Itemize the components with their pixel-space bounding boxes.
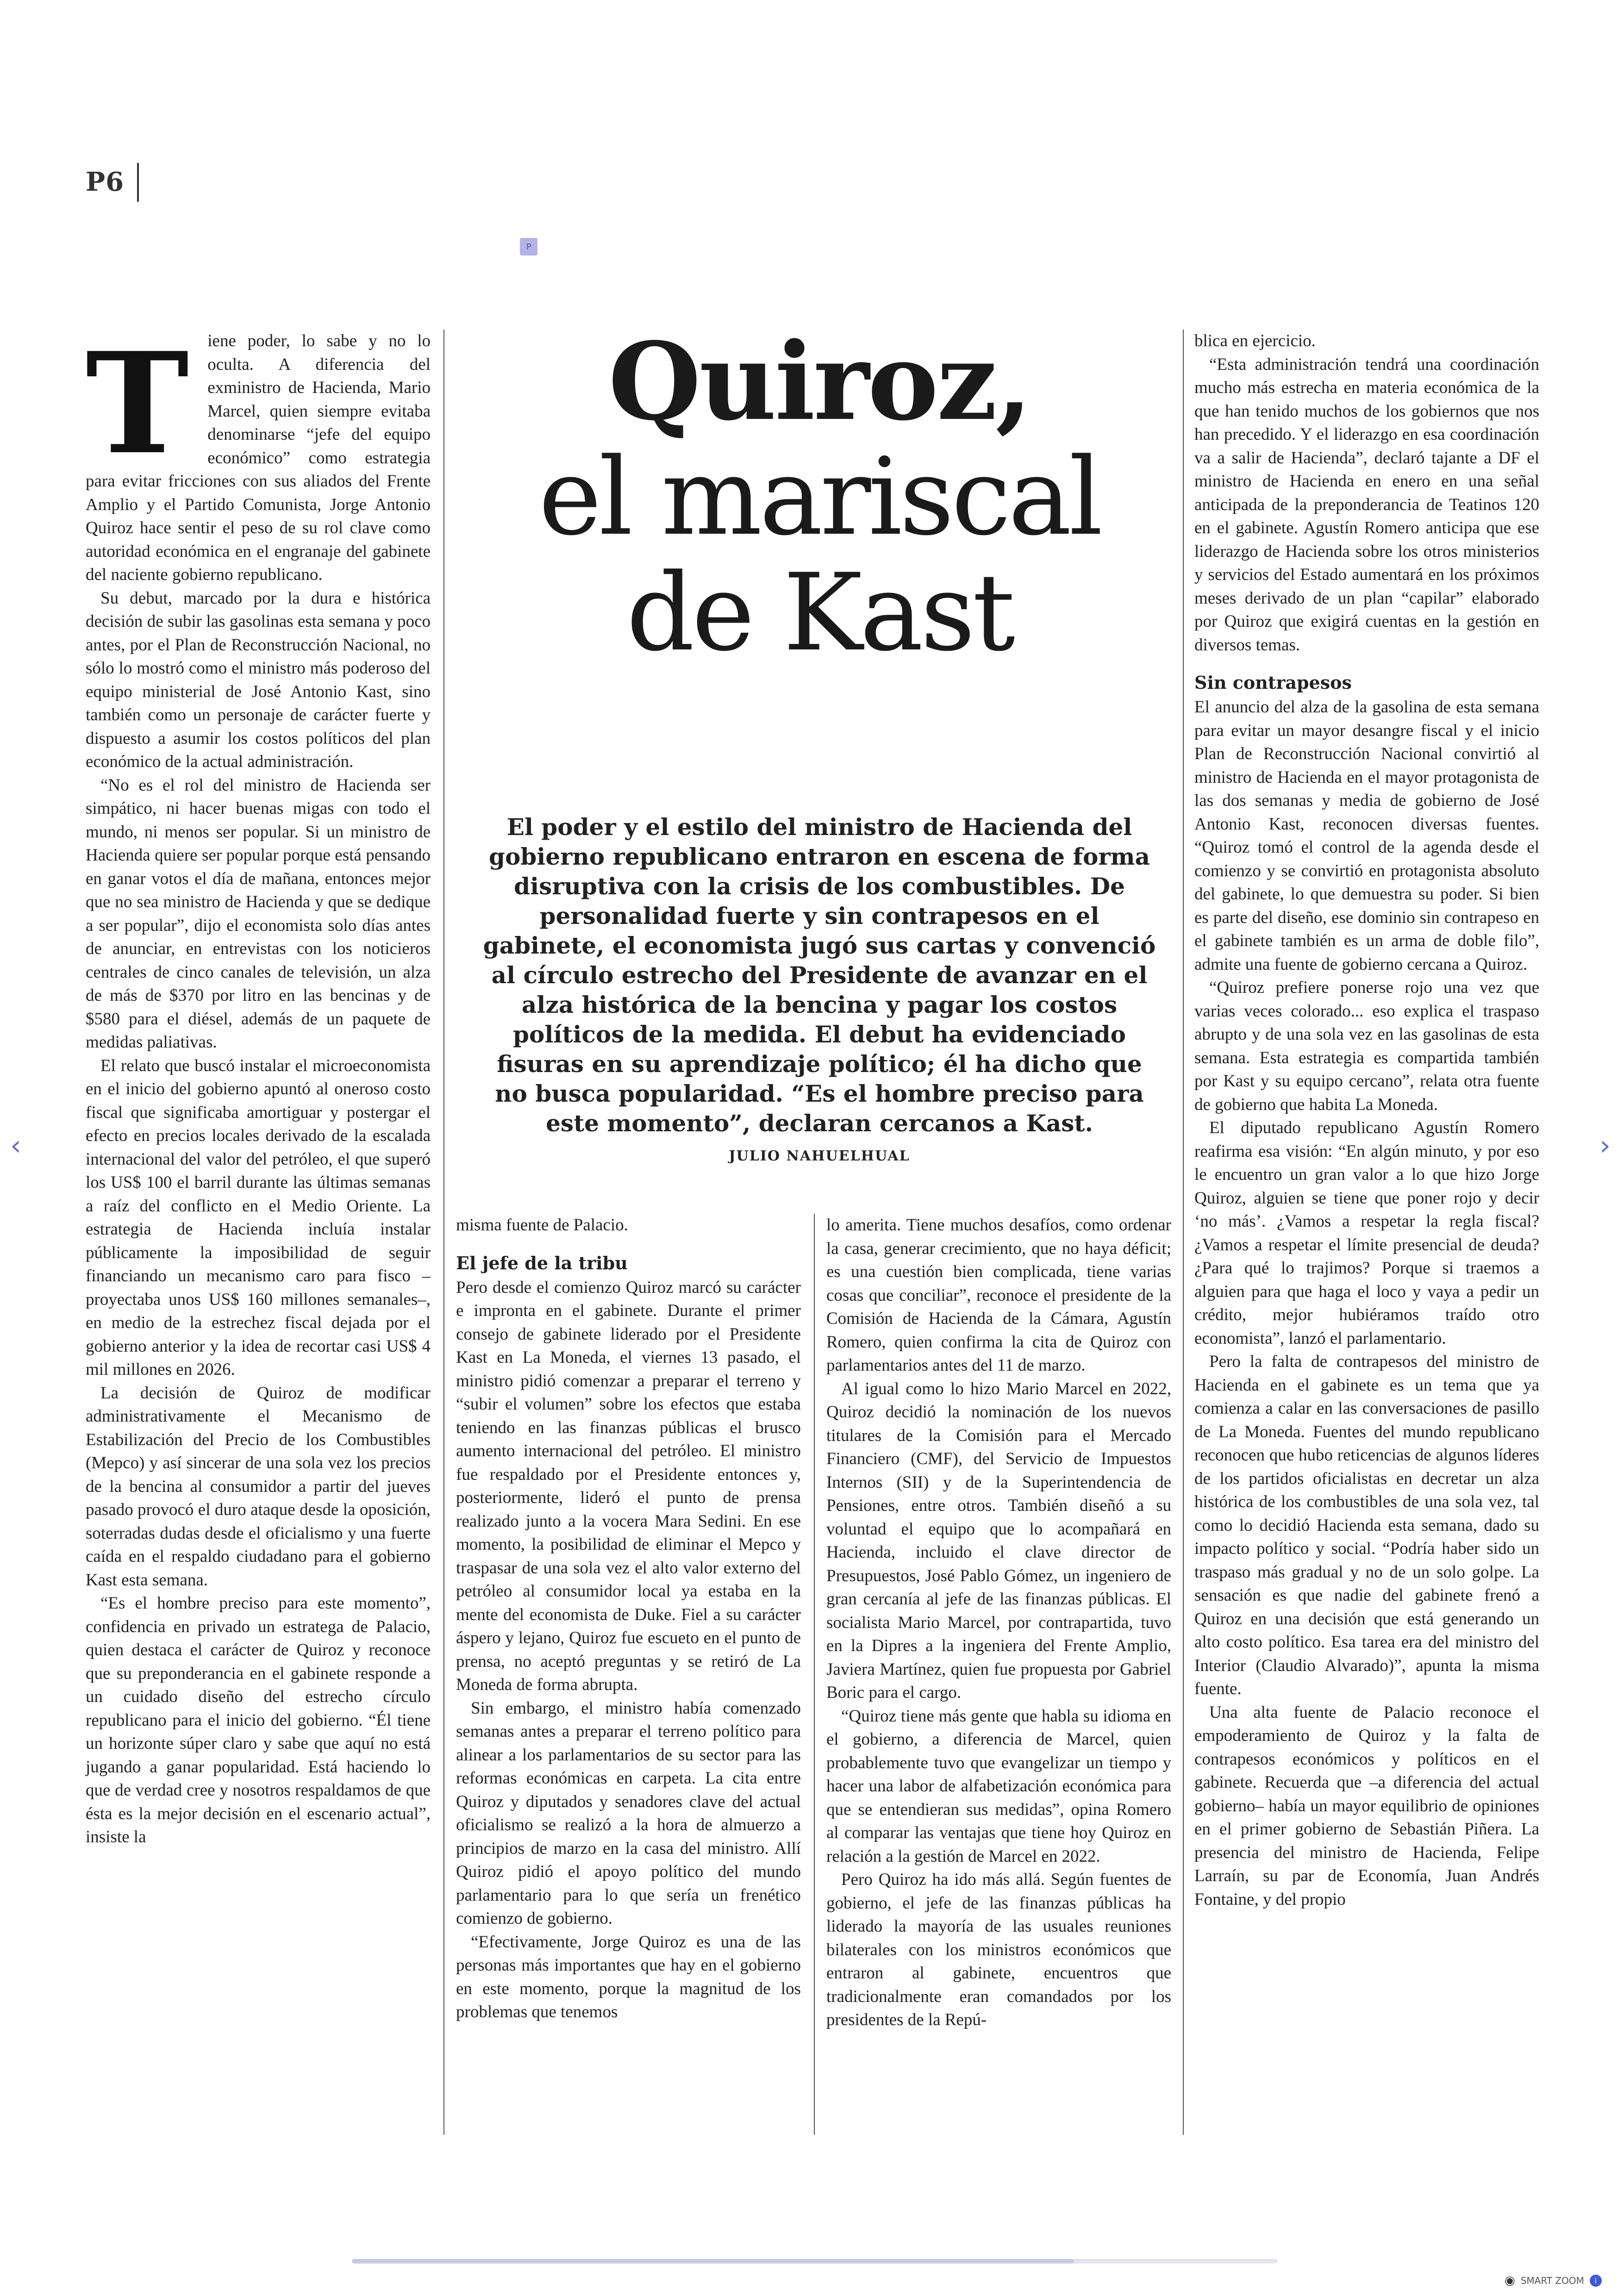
byline: JULIO NAHUELHUAL [729,1148,910,1164]
paragraph: Pero la falta de contrapesos del ministro de Hacienda en el gabinete es un tema que ya comienza a calar en las conversaciones de pasillo de La Moneda. Fuentes del mundo republicano reconocen que hubo reticencias de algunos líderes de los partidos oficialistas en decretar un alza histórica de los combustibles de una sola vez, tal como lo decidió Hacienda esta semana, dado su impacto político y social. “Podría haber sido un traspaso más gradual y no de un solo golpe. La sensación es que nadie del gabinete frenó a Quiroz en una decisión que está generando un alto costo político. Esa tarea era del ministro del Interior (Claudio Alvarado)”, apunta la misma fuente. [1194,1352,1539,1698]
subheading: Sin contrapesos [1194,672,1352,693]
smart-zoom-label: SMART ZOOM [1520,2275,1584,2286]
paragraph: “Es el hombre preciso para este momento”, confidencia en privado un estratega de Palacio, quien destaca el carácter de Quiroz y reconoce que su preponderancia en el gabinete responde a un cuidado diseño del estrecho círculo republicano para el inicio del gobierno. “Él tiene un horizonte súper claro y sabe que aquí no está jugando a ganar popularidad. Está haciendo lo que de verdad cree y nosotros respaldamos de que ésta es la mejor decisión en el escenario actual”, insiste la [86,1594,431,1846]
paragraph: La decisión de Quiroz de modificar administrativamente el Mecanismo de Estabilización del Precio de los Combustibles (Mepco) y así sincerar de una sola vez los precios de la bencina al consumidor a partir del jueves pasado provocó el duro ataque desde la oposición, soterradas dudas desde el oficialismo y una fuerte caída en el respaldo ciudadano para el gobierno Kast esta semana. [86,1383,431,1590]
drop-cap: T [86,322,189,485]
article-marker-button[interactable]: P [520,238,537,256]
paragraph: Una alta fuente de Palacio reconoce el empoderamiento de Quiroz y la falta de contrapesos económicos y políticos en el gabinete. Recuerda que –a diferencia del actual gobierno– había un mayor equilibrio de opiniones en el primer gobierno de Sebastián Piñera. La presencia del ministro de Hacienda, Felipe Larraín, su par de Economía, Juan Andrés Fontaine, y del propio [1194,1703,1539,1909]
page-number-divider [137,163,139,202]
paragraph: blica en ejercicio. [1194,331,1316,350]
subheading: El jefe de la tribu [456,1252,628,1273]
paragraph: “Quiroz tiene más gente que habla su idioma en el gobierno, a diferencia de Marcel, quien probablemente tuvo que evangelizar un tiempo y hacer una labor de alfabetización económica para que se entendieran sus medidas”, opina Romero al comparar las ventajas que tiene hoy Quiroz en relación a la gestión de Marcel en 2022. [826,1706,1171,1866]
paragraph: Pero desde el comienzo Quiroz marcó su carácter e impronta en el gabinete. Durante el primer consejo de gabinete liderado por el Presidente Kast en La Moneda, el viernes 13 pasado, el ministro pidió comenzar a preparar el terreno y “subir el volumen” sobre los efectos que estaba teniendo en las finanzas públicas el brusco aumento internacional del petróleo. El ministro fue respaldado por el Presidente entonces y, posteriormente, lideró el punto de prensa realizado junto a la vocera Mara Sedini. En ese momento, la posibilidad de eliminar el Mepco y traspasar de una sola vez el alto valor externo del petróleo al consumidor local ya estaba en la mente del economista de Duke. Fiel a su carácter áspero y lejano, Quiroz fue escueto en el punto de prensa, no aceptó preguntas y se retiró de La Moneda de forma abrupta. [456,1278,801,1694]
paragraph: iene poder, lo sabe y no lo oculta. A diferencia del exministro de Hacienda, Mario Marcel, quien siempre evitaba denominarse “jefe del equipo económico” como estrategia para evitar fricciones con sus aliados del Frente Amplio y el Partido Comunista, Jorge Antonio Quiroz hace sentir el peso de su rol clave como autoridad económica en el engranaje del gabinete del naciente gobierno republicano. [86,331,431,584]
page-number: P6 [86,167,125,197]
article-column-1 [86,322,431,2135]
paragraph: lo amerita. Tiene muchos desafíos, como ordenar la casa, generar crecimiento, que no haya déficit; es una cuestión bien complicada, tiene varias cosas que conciliar”, reconoce el presidente de la Comisión de Hacienda de la Cámara, Agustín Romero, quien confirma la cita de Quiroz con parlamentarios antes del 11 de marzo. [826,1216,1171,1375]
next-page-button[interactable]: › [1599,1129,1611,1162]
article-dek: El poder y el estilo del ministro de Hacienda del gobierno republicano entraron en escena de forma disruptiva con la crisis de los combustibles. De personalidad fuerte y sin contrapesos en el gabinete, el economista jugó sus cartas y convenció al círculo estrecho del Presidente de avanzar en el alza histórica de la bencina y pagar los costos políticos de la medida. El debut ha evidenciado fisuras en su aprendizaje político; él ha dicho que no busca popularidad. “Es el hombre preciso para este momento”, declaran cercanos a Kast. [483,813,1156,1137]
paragraph: Pero Quiroz ha ido más allá. Según fuentes de gobierno, el jefe de las finanzas públicas ha liderado la mayoría de las usuales reuniones bilaterales con los ministros económicos que entraron al gabinete, encuentros que tradicionalmente eran comandados por los presidentes de la Repú- [826,1870,1171,2029]
column-divider [443,330,444,2135]
paragraph: El relato que buscó instalar el microeconomista en el inicio del gobierno apuntó al oneroso costo fiscal que significaba amortiguar y postergar el efecto en precios locales derivado de la escalada internacional del valor del petróleo, el que superó los US$ 100 el barril durante las últimas semanas a raíz del conflicto en el Medio Oriente. La estrategia de Hacienda incluía instalar públicamente la imposibilidad de seguir financiando un mecanismo caro para fisco –proyectaba unos US$ 160 millones semanales–, en medio de la estrechez fiscal dejada por el gobierno anterior y la idea de recortar casi US$ 4 mil millones en 2026. [86,1056,431,1379]
prev-page-button[interactable]: ‹ [10,1129,21,1162]
info-icon[interactable]: i [1590,2275,1602,2287]
paragraph: misma fuente de Palacio. [456,1216,628,1235]
article-column-4 [1194,330,1539,1911]
column-divider [814,1214,815,2135]
paragraph: “Quiroz prefiere ponerse rojo una vez que varias veces colorado... eso explica el traspaso abrupto y de una sola vez en las gasolinas de esta semana. Esta estrategia es compartida también por Kast y su equipo cercano”, relata otra fuente de gobierno que habita La Moneda. [1194,978,1539,1114]
headline-line-2: el mariscal [538,436,1100,559]
paragraph: “Esta administración tendrá una coordinación mucho más estrecha en materia económica de la que han tenido muchos de los gobiernos que nos han precedido. Y el liderazgo en esa coordinación va a salir de Hacienda”, declaró tajante a DF el ministro de Hacienda en enero en una señal anticipada de la preponderancia de Teatinos 120 en el gabinete. Agustín Romero anticipa que ese liderazgo de Hacienda sobre los otros ministerios y servicios del Estado aumentará en los próximos meses derivado de un plan “capilar” elaborado por Quiroz que exigirá cuentas en la gestión en diversos temas. [1194,355,1539,655]
headline-line-3: de Kast [626,551,1012,675]
headline-block [463,319,1176,675]
column-divider [1183,330,1184,2135]
article-column-3 [826,1214,1171,2032]
headline-line-1: Quiroz, [608,319,1031,444]
paragraph: Al igual como lo hizo Mario Marcel en 2022, Quiroz decidió la nominación de los nuevos titulares de la Comisión para el Mercado Financiero (CMF), del Servicio de Impuestos Internos (SII) y de la Superintendencia de Pensiones, entre otros. También diseñó a su voluntad el equipo que lo acompañará en Hacienda, incluido el clave director de Presupuestos, José Pablo Gómez, un ingeniero de gran cercanía al jefe de las finanzas públicas. El socialista Mario Marcel, por contrapartida, tuvo en la Dipres a la ingeniera del Frente Amplio, Javiera Martínez, quien fue propuesta por Gabriel Boric para el cargo. [826,1379,1171,1702]
paragraph: Su debut, marcado por la dura e histórica decisión de subir las gasolinas esta semana y poco antes, por el Plan de Reconstrucción Nacional, no sólo lo mostró como el ministro más poderoso del equipo ministerial de José Antonio Kast, sino también como un personaje de carácter fuerte y dispuesto a asumir los costos políticos del plan económico de la actual administración. [86,588,431,771]
paragraph: “Efectivamente, Jorge Quiroz es una de las personas más importantes que hay en el gobierno en este momento, porque la magnitud de los problemas que tenemos [456,1932,801,2021]
eye-icon: ◉ [1505,2274,1515,2288]
paragraph: El diputado republicano Agustín Romero reafirma esa visión: “En algún minuto, y por eso le encuentro un gran valor a lo que hizo Jorge Quiroz, alguien se tiene que poner rojo y decir ‘no más’. ¿Vamos a respetar la regla fiscal? ¿Vamos a respetar el límite presencial de deuda? ¿Para qué lo trajimos? Porque si traemos a alguien para que haga el loco y vaya a pedir un crédito, mejor hubiéramos traído otro economista”, lanzó el parlamentario. [1194,1118,1539,1348]
paragraph: Sin embargo, el ministro había comenzado semanas antes a preparar el terreno político para alinear a los parlamentarios de su sector para las reformas económicas en carpeta. La cita entre Quiroz y diputados y senadores clave del actual oficialismo se realizó a la hora de almuerzo a principios de marzo en la casa del ministro. Allí Quiroz pidió el apoyo político del mundo parlamentario para lo que sería un frenético comienzo de gobierno. [456,1698,801,1928]
smart-zoom-control[interactable] [1505,2274,1602,2288]
article-column-2 [456,1214,801,2024]
page-scrollbar-thumb[interactable] [352,2259,1074,2264]
paragraph: El anuncio del alza de la gasolina de esta semana para evitar un mayor desangre fiscal y el inicio Plan de Reconstrucción Nacional convirtió al ministro de Hacienda en el mayor protagonista de las dos semanas y media de gobierno de José Antonio Kast, reconocen diversas fuentes. “Quiroz tomó el control de la agenda desde el comienzo y se convirtió en protagonista absoluto del gabinete, lo que demuestra su poder. Si bien es parte del diseño, ese dominio sin contrapeso en el gabinete también es un arma de doble filo”, admite una fuente de gobierno cercana a Quiroz. [1194,698,1539,974]
paragraph: “No es el rol del ministro de Hacienda ser simpático, ni hacer buenas migas con todo el mundo, ni menos ser popular. Si un ministro de Hacienda quiere ser popular porque está pensando en ganar votos el día de mañana, entonces mejor que no sea ministro de Hacienda y que se dedique a ser popular”, dijo el economista solo días antes de anunciar, en entrevistas con los noticieros centrales de cinco canales de televisión, un alza de más de $370 por litro en las bencinas y de $580 para el diésel, además de un paquete de medidas paliativas. [86,775,431,1052]
